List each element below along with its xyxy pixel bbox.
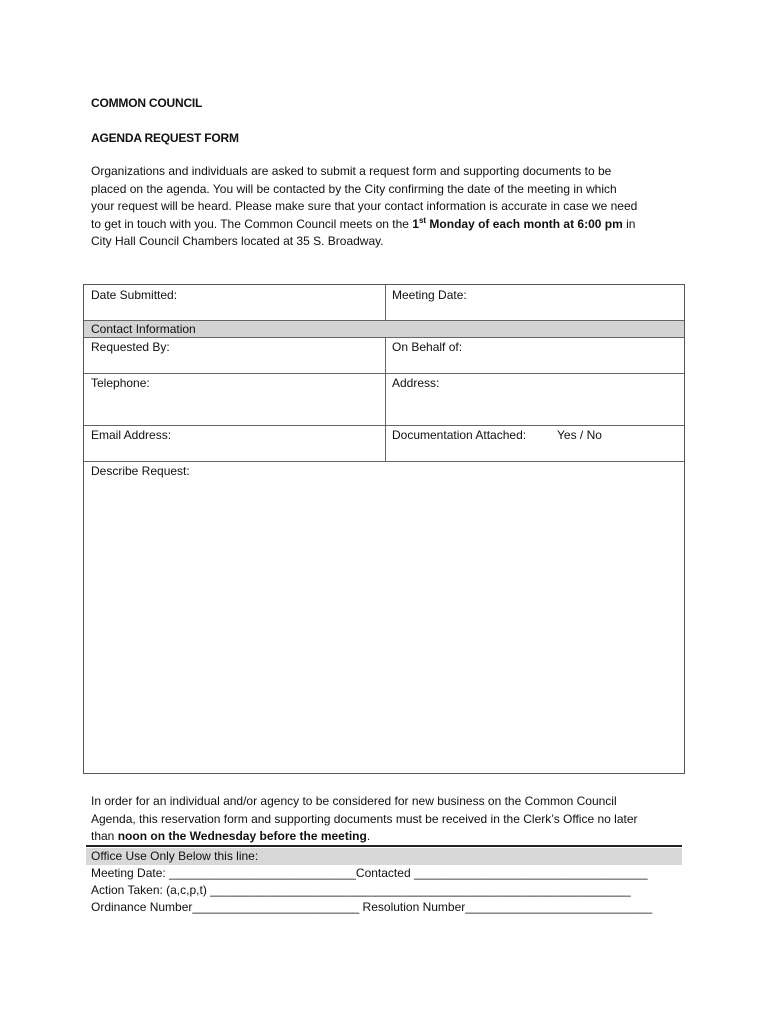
notice-line: In order for an individual and/or agency to be considered for new business on the Common Council — [91, 794, 617, 808]
intro-text: in — [622, 216, 636, 231]
intro-ordinal-suffix: st — [418, 215, 427, 225]
notice-line — [91, 828, 686, 846]
intro-line: Organizations and individuals are asked to submit a request form and supporting documents to be — [91, 164, 612, 178]
office-meeting-date-row[interactable]: Meeting Date: ____________________________Contacted ___________________________________ — [91, 866, 648, 880]
intro-paragraph — [91, 163, 686, 251]
describe-request-field[interactable]: Describe Request: — [91, 464, 190, 478]
divider — [84, 373, 684, 374]
notice-line: Agenda, this reservation form and supporting documents must be received in the Clerk’s Office no later — [91, 811, 638, 826]
telephone-field[interactable]: Telephone: — [91, 376, 150, 390]
documentation-attached-field[interactable]: Documentation Attached: — [392, 428, 527, 442]
notice-text: than — [91, 829, 118, 843]
contact-info-label: Contact Information — [91, 322, 196, 336]
page-title: COMMON COUNCIL — [91, 96, 203, 110]
divider — [84, 337, 684, 338]
address-field[interactable]: Address: — [392, 376, 440, 390]
office-use-divider — [86, 845, 682, 847]
notice-text: . — [366, 829, 371, 843]
request-form-table — [83, 284, 685, 774]
meeting-date-field[interactable]: Meeting Date: — [392, 288, 467, 302]
intro-text: to get in touch with you. The Common Council meets on the — [91, 216, 413, 231]
office-action-taken-row[interactable]: Action Taken: (a,c,p,t) _______________________________________________________________ — [91, 883, 631, 897]
yes-no-option[interactable]: Yes / No — [557, 428, 602, 442]
divider — [84, 425, 684, 426]
intro-ordinal: 1 — [412, 216, 419, 231]
intro-line — [91, 216, 686, 234]
column-divider — [385, 285, 386, 320]
office-use-heading: Office Use Only Below this line: — [91, 849, 259, 863]
deadline-text: noon on the Wednesday before the meeting — [117, 829, 367, 843]
intro-line: placed on the agenda. You will be contacted by the City confirming the date of the meeting in which — [91, 181, 617, 196]
intro-line: City Hall Council Chambers located at 35 S. Broadway. — [91, 234, 384, 248]
form-title: AGENDA REQUEST FORM — [91, 131, 239, 145]
office-ordinance-row[interactable]: Ordinance Number_________________________ Resolution Number____________________________ — [91, 900, 653, 914]
deadline-notice — [91, 793, 686, 846]
intro-line: your request will be heard. Please make sure that your contact information is accurate in case we need — [91, 199, 638, 213]
on-behalf-of-field[interactable]: On Behalf of: — [392, 340, 463, 354]
column-divider — [385, 337, 386, 461]
divider — [84, 461, 684, 462]
email-field[interactable]: Email Address: — [91, 428, 172, 442]
date-submitted-field[interactable]: Date Submitted: — [91, 288, 178, 302]
meeting-schedule: Monday of each month at 6:00 pm — [426, 216, 623, 231]
divider — [84, 320, 684, 321]
requested-by-field[interactable]: Requested By: — [91, 340, 170, 354]
